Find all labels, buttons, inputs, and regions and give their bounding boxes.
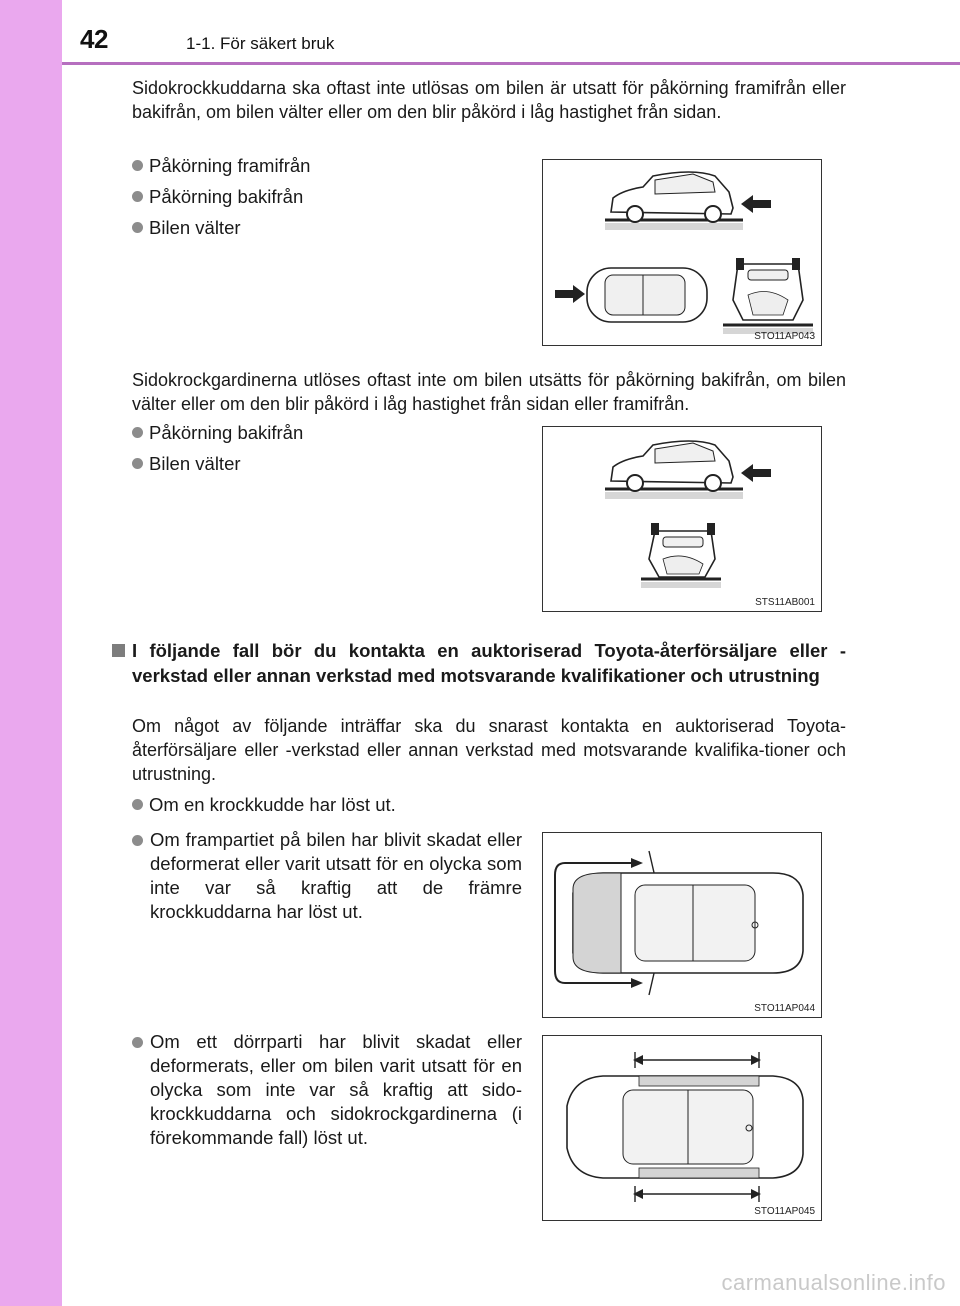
bullet-dot — [132, 1037, 143, 1048]
side-band — [0, 0, 62, 1306]
bullet-dot — [132, 160, 143, 171]
car-top-view — [543, 833, 823, 1019]
bullet-door-damage: Om ett dörrparti har blivit skadat eller deformerats, eller om bilen varit utsatt för en olycka som inte var så kraftig att sido-krockkuddarna och sidokrockgardinerna (i förekommande fall) löst ut. — [132, 1030, 522, 1150]
bullet-rear-impact: Påkörning bakifrån — [132, 421, 303, 445]
bullet-dot — [132, 427, 143, 438]
car-illustration — [543, 427, 823, 613]
bullet-airbag-deployed: Om en krockkudde har löst ut. — [132, 793, 396, 817]
side-airbags-intro: Sidokrockkuddarna ska oftast inte utlösas om bilen är utsatt för påkörning framifrån eller bakifrån, om bilen välter eller om den blir påkörd i låg hastighet från sidan. — [132, 78, 846, 122]
bullet-front-damage: Om frampartiet på bilen har blivit skadat eller deformerat eller varit utsatt för en olycka som inte var så kraftig att de främre krockkuddarna har löst ut. — [132, 828, 522, 924]
bullet-rollover: Bilen välter — [132, 216, 241, 240]
figure-door-damage — [542, 1035, 822, 1221]
figure-curtain-airbag-cases — [542, 426, 822, 612]
figure-code: STO11AP044 — [754, 1003, 815, 1014]
figure-side-airbag-cases — [542, 159, 822, 346]
car-top-view — [543, 1036, 823, 1222]
section-marker — [112, 644, 125, 657]
header-rule — [62, 62, 960, 65]
bullet-front-impact: Påkörning framifrån — [132, 154, 310, 178]
bullet-dot — [132, 799, 143, 810]
figure-code: STS11AB001 — [755, 597, 815, 608]
bullet-dot — [132, 835, 143, 846]
watermark: carmanualsonline.info — [721, 1270, 946, 1295]
figure-code: STO11AP045 — [754, 1206, 815, 1217]
section-heading: I följande fall bör du kontakta en auktoriserad Toyota-återförsäljare eller -verkstad eller annan verkstad med motsvarande kvalifikationer och utrustning — [132, 640, 846, 686]
bullet-rear-impact: Påkörning bakifrån — [132, 185, 303, 209]
page-number: 42 — [80, 24, 108, 54]
bullet-dot — [132, 222, 143, 233]
figure-front-damage — [542, 832, 822, 1018]
bullet-rollover: Bilen välter — [132, 452, 241, 476]
bullet-dot — [132, 458, 143, 469]
car-illustration — [543, 160, 823, 347]
contact-body: Om något av följande inträffar ska du snarast kontakta en auktoriserad Toyota-återförsäljare eller -verkstad eller annan verkstad med motsvarande kvalifika-tioner och utrustning. — [132, 716, 846, 784]
figure-code: STO11AP043 — [754, 331, 815, 342]
curtain-airbags-intro: Sidokrockgardinerna utlöses oftast inte om bilen utsätts för påkörning bakifrån, om bilen välter eller om den blir påkörd i låg hastighet från sidan eller framifrån. — [132, 370, 846, 414]
bullet-dot — [132, 191, 143, 202]
chapter-title: 1-1. För säkert bruk — [186, 34, 335, 53]
